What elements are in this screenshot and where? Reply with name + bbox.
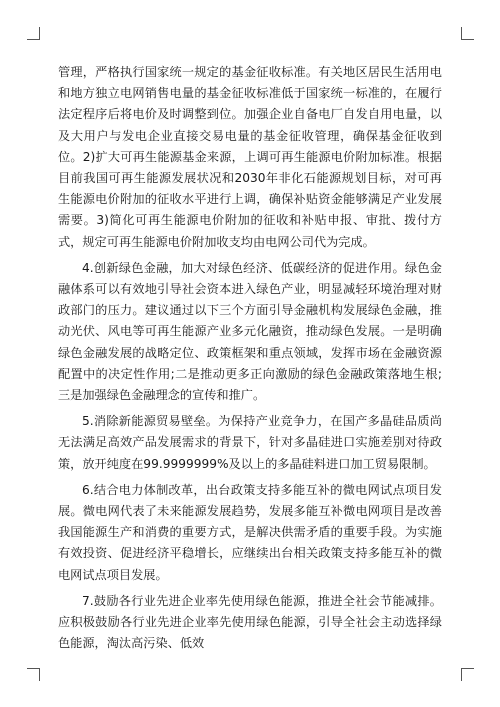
paragraph-trade-barriers: 5.消除新能源贸易壁垒。为保持产业竞争力，在国产多晶硅品质尚无法满足高效产品发展需求的背景下，针对多晶硅进口实施差别对待政策，放开纯度在99.9999999%及以上的多晶硅料进口加工贸易限制。 — [58, 414, 442, 471]
crop-mark-bottom-right — [461, 668, 474, 681]
paragraph-green-energy-use: 7.鼓励各行业先进企业率先使用绿色能源，推进全社会节能减排。应积极鼓励各行业先进企业率先使用绿色能源，引导全社会主动选择绿色能源，淘汰高污染、低效 — [58, 593, 442, 651]
paragraph-green-finance: 4.创新绿色金融，加大对绿色经济、低碳经济的促进作用。绿色金融体系可以有效地引导社会资本进入绿色产业，明显减轻环境治理对财政部门的压力。建议通过以下三个方面引导金融机构发展绿色金融，推动光伏、风电等可再生能源产业多元化融资，推动绿色发展。一是明确绿色金融发展的战略定位、政策框架和重点领域，发挥市场在金融资源配置中的决定性作用;二是推动更多正向激励的绿色金融政策落地生根;三是加强绿色金融理念的宣传和推广。 — [58, 260, 442, 403]
paragraph-fund-management: 管理，严格执行国家统一规定的基金征收标准。有关地区居民生活用电和地方独立电网销售电量的基金征收标准低于国家统一标准的，在履行法定程序后将电价及时调整到位。加强企业自备电厂自发自用电量，以及大用户与发电企业直接交易电量的基金征收管理，确保基金征收到位。2)扩大可再生能源基金来源，上调可再生能源电价附加标准。根据目前我国可再生能源发展状况和2030年非化石能源规划目标，对可再生能源电价附加的征收水平进行上调，确保补贴资金能够满足产业发展需要。3)简化可再生能源电价附加的征收和补贴申报、审批、拨付方式，规定可再生能源电价附加收支均由电网公司代为完成。 — [58, 65, 442, 249]
paragraph-microgrid: 6.结合电力体制改革，出台政策支持多能互补的微电网试点项目发展。微电网代表了未来能源发展趋势，发展多能互补微电网项目是改善我国能源生产和消费的重要方式，是解决供需矛盾的重要手段。为实施有效投资、促进经济平稳增长，应继续出台相关政策支持多能互补的微电网试点项目发展。 — [58, 482, 442, 582]
crop-mark-top-right — [461, 27, 474, 40]
page-body — [58, 62, 442, 654]
crop-mark-top-left — [27, 27, 40, 40]
crop-mark-bottom-left — [27, 668, 40, 681]
